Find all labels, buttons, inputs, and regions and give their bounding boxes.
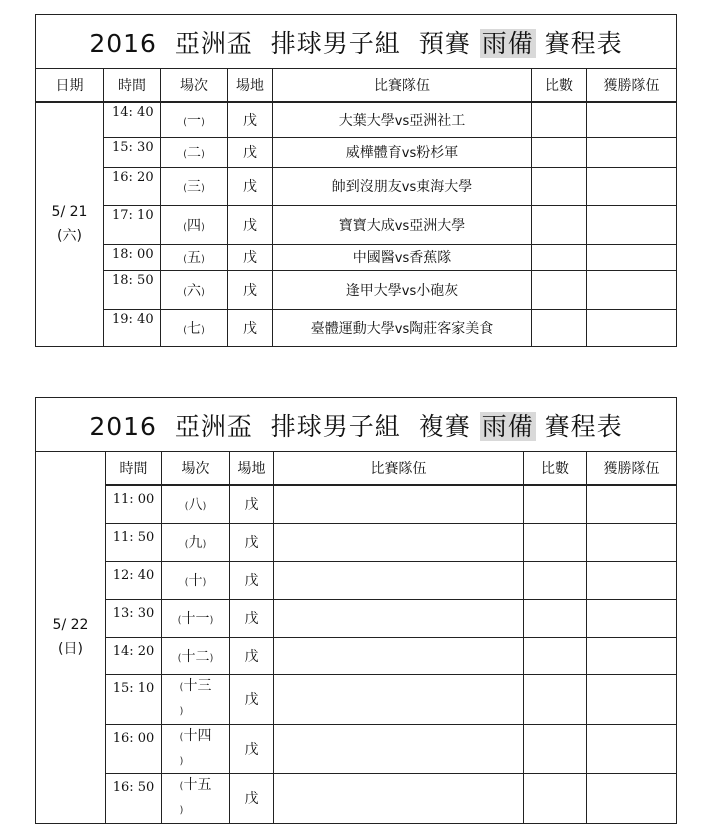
date-weekday: 日: [63, 641, 78, 658]
venue-cell: 戊: [228, 137, 273, 167]
date-cell: 5/ 22 (日): [36, 452, 106, 824]
prelim-title-group: 排球男子組: [270, 28, 401, 58]
header-winner: 獲勝隊伍: [587, 452, 677, 486]
winner-cell[interactable]: [587, 637, 677, 674]
match-number: 二: [187, 145, 201, 161]
match-number: 十二: [181, 648, 210, 665]
time-cell: 16: 50: [106, 773, 162, 823]
venue-cell: 戊: [230, 674, 274, 724]
header-date: 日期: [36, 69, 104, 103]
match-cell: (七): [161, 309, 228, 346]
prelim-title-stage: 預賽: [418, 28, 471, 58]
team-a: 臺體運動大學: [310, 320, 395, 337]
team-a: 威樺體育: [345, 145, 402, 161]
time-cell: 18: 50: [104, 270, 161, 309]
header-time: 時間: [104, 69, 161, 103]
vs-label: vs: [394, 321, 410, 337]
header-venue: 場地: [228, 69, 273, 103]
winner-cell[interactable]: [587, 485, 677, 523]
table-row: [36, 137, 677, 167]
venue-cell: 戊: [230, 599, 274, 637]
venue-cell: 戊: [228, 270, 273, 309]
final-title-year: 2016: [89, 411, 157, 441]
team-b: 亞洲大學: [409, 217, 466, 234]
score-cell[interactable]: [524, 773, 587, 823]
match-number: 七: [187, 320, 201, 337]
header-time: 時間: [106, 452, 162, 486]
header-match: 場次: [161, 69, 228, 103]
venue-cell: 戊: [230, 773, 274, 823]
table-row: [36, 205, 677, 244]
teams-cell[interactable]: [274, 599, 524, 637]
time-cell: 11: 50: [106, 523, 162, 561]
match-cell: (十四 ): [162, 724, 230, 773]
score-cell[interactable]: [532, 244, 587, 270]
final-title-group: 排球男子組: [270, 411, 401, 441]
match-number: 九: [188, 535, 203, 551]
match-number: 十一: [181, 611, 210, 627]
match-number: 八: [188, 497, 203, 514]
winner-cell[interactable]: [587, 674, 677, 724]
teams-cell: [273, 309, 532, 346]
teams-cell: [273, 167, 532, 205]
match-cell: (十三 ): [162, 674, 230, 724]
venue-cell: 戊: [228, 244, 273, 270]
team-a: 中國醫: [352, 250, 395, 266]
vs-label: vs: [394, 113, 410, 129]
winner-cell[interactable]: [587, 167, 677, 205]
match-number: 十: [188, 573, 203, 589]
match-number: 五: [187, 250, 201, 266]
prelim-header-row: [36, 69, 677, 103]
match-number: 十四: [183, 727, 212, 744]
table-row: [36, 309, 677, 346]
score-cell[interactable]: [524, 485, 587, 523]
final-title-suffix: 賽程表: [544, 411, 623, 441]
match-number: 一: [187, 112, 201, 129]
team-b: 小砲灰: [416, 282, 459, 299]
match-number: 四: [187, 217, 201, 234]
table-row: [36, 485, 677, 523]
vs-label: vs: [394, 251, 410, 266]
final-schedule-table: [35, 397, 677, 824]
match-cell: (九): [162, 523, 230, 561]
prelim-schedule-table: [35, 14, 677, 347]
match-cell: (一): [161, 102, 228, 137]
date-cell: 5/ 21 (六): [36, 102, 104, 346]
final-title-cup: 亞洲盃: [174, 411, 253, 441]
winner-cell[interactable]: [587, 137, 677, 167]
prelim-title-cup: 亞洲盃: [174, 28, 253, 58]
teams-cell: [273, 102, 532, 137]
score-cell[interactable]: [532, 270, 587, 309]
teams-cell[interactable]: [274, 637, 524, 674]
winner-cell[interactable]: [587, 309, 677, 346]
teams-cell[interactable]: [274, 724, 524, 773]
time-cell: 11: 00: [106, 485, 162, 523]
match-number: 六: [187, 282, 201, 299]
teams-cell: [273, 270, 532, 309]
table-row: [36, 270, 677, 309]
winner-cell[interactable]: [587, 102, 677, 137]
winner-cell[interactable]: [587, 244, 677, 270]
team-b: 陶莊客家美食: [409, 320, 494, 337]
time-cell: 12: 40: [106, 561, 162, 599]
score-cell[interactable]: [532, 137, 587, 167]
vs-label: vs: [401, 180, 417, 195]
team-b: 粉杉軍: [416, 145, 459, 161]
winner-cell[interactable]: [587, 599, 677, 637]
vs-label: vs: [394, 218, 410, 234]
winner-cell[interactable]: [587, 523, 677, 561]
vs-label: vs: [401, 146, 417, 161]
score-cell[interactable]: [532, 205, 587, 244]
venue-cell: 戊: [228, 205, 273, 244]
header-teams: 比賽隊伍: [273, 69, 532, 103]
teams-cell: [273, 137, 532, 167]
winner-cell[interactable]: [587, 724, 677, 773]
time-cell: 16: 20: [104, 167, 161, 205]
date-md: 5/ 22: [52, 617, 89, 634]
teams-cell: [273, 205, 532, 244]
match-cell: (十一): [162, 599, 230, 637]
venue-cell: 戊: [228, 167, 273, 205]
table-row: [36, 599, 677, 637]
final-title-rain-highlight: 雨備: [481, 411, 534, 441]
table-row: [36, 637, 677, 674]
match-number: 十三: [183, 678, 212, 694]
time-cell: 18: 00: [104, 244, 161, 270]
time-cell: 19: 40: [104, 309, 161, 346]
winner-cell[interactable]: [587, 561, 677, 599]
teams-cell[interactable]: [274, 523, 524, 561]
table-row: [36, 244, 677, 270]
final-header-row: [36, 452, 677, 486]
match-cell: (六): [161, 270, 228, 309]
teams-cell: [273, 244, 532, 270]
time-cell: 15: 30: [104, 137, 161, 167]
venue-cell: 戊: [228, 102, 273, 137]
time-cell: 14: 20: [106, 637, 162, 674]
match-cell: (十五 ): [162, 773, 230, 823]
venue-cell: 戊: [228, 309, 273, 346]
venue-cell: 戊: [230, 724, 274, 773]
match-cell: (十): [162, 561, 230, 599]
header-teams: 比賽隊伍: [274, 452, 524, 486]
match-cell: (二): [161, 137, 228, 167]
team-a: 寶寶大成: [338, 217, 395, 234]
table-row: [36, 102, 677, 137]
match-number: 三: [187, 179, 201, 195]
match-number: 十五: [183, 777, 212, 793]
score-cell[interactable]: [532, 102, 587, 137]
score-cell[interactable]: [524, 724, 587, 773]
teams-cell[interactable]: [274, 674, 524, 724]
score-cell[interactable]: [524, 637, 587, 674]
vs-label: vs: [401, 283, 417, 299]
time-cell: 17: 10: [104, 205, 161, 244]
winner-cell[interactable]: [587, 773, 677, 823]
match-cell: (三): [161, 167, 228, 205]
score-cell[interactable]: [532, 167, 587, 205]
match-cell: (四): [161, 205, 228, 244]
prelim-title-rain-highlight: 雨備: [481, 28, 534, 58]
team-a: 大葉大學: [338, 112, 395, 129]
table-row: [36, 773, 677, 823]
date-md: 5/ 21: [51, 204, 88, 221]
header-venue: 場地: [230, 452, 274, 486]
team-b: 亞洲社工: [409, 112, 466, 129]
venue-cell: 戊: [230, 523, 274, 561]
time-cell: 16: 00: [106, 724, 162, 773]
prelim-title: [36, 15, 677, 69]
venue-cell: 戊: [230, 561, 274, 599]
score-cell[interactable]: [524, 599, 587, 637]
time-cell: 15: 10: [106, 674, 162, 724]
time-cell: 13: 30: [106, 599, 162, 637]
prelim-title-suffix: 賽程表: [544, 28, 623, 58]
header-match: 場次: [162, 452, 230, 486]
winner-cell[interactable]: [587, 205, 677, 244]
prelim-title-year: 2016: [89, 28, 157, 58]
score-cell[interactable]: [524, 674, 587, 724]
team-b: 東海大學: [416, 179, 473, 195]
table-row: [36, 561, 677, 599]
table-row: [36, 724, 677, 773]
date-weekday: 六: [62, 228, 77, 245]
venue-cell: 戊: [230, 485, 274, 523]
match-cell: (五): [161, 244, 228, 270]
winner-cell[interactable]: [587, 270, 677, 309]
table-row: [36, 523, 677, 561]
team-b: 香蕉隊: [409, 250, 452, 266]
team-a: 帥到沒朋友: [331, 179, 402, 195]
match-cell: (十二): [162, 637, 230, 674]
teams-cell[interactable]: [274, 485, 524, 523]
score-cell[interactable]: [524, 523, 587, 561]
table-row: [36, 674, 677, 724]
team-a: 逢甲大學: [345, 282, 402, 299]
teams-cell[interactable]: [274, 561, 524, 599]
table-row: [36, 167, 677, 205]
header-score: 比數: [524, 452, 587, 486]
match-cell: (八): [162, 485, 230, 523]
time-cell: 14: 40: [104, 102, 161, 137]
final-title: [36, 398, 677, 452]
header-winner: 獲勝隊伍: [587, 69, 677, 103]
venue-cell: 戊: [230, 637, 274, 674]
final-title-stage: 複賽: [418, 411, 471, 441]
score-cell[interactable]: [532, 309, 587, 346]
header-score: 比數: [532, 69, 587, 103]
score-cell[interactable]: [524, 561, 587, 599]
teams-cell[interactable]: [274, 773, 524, 823]
